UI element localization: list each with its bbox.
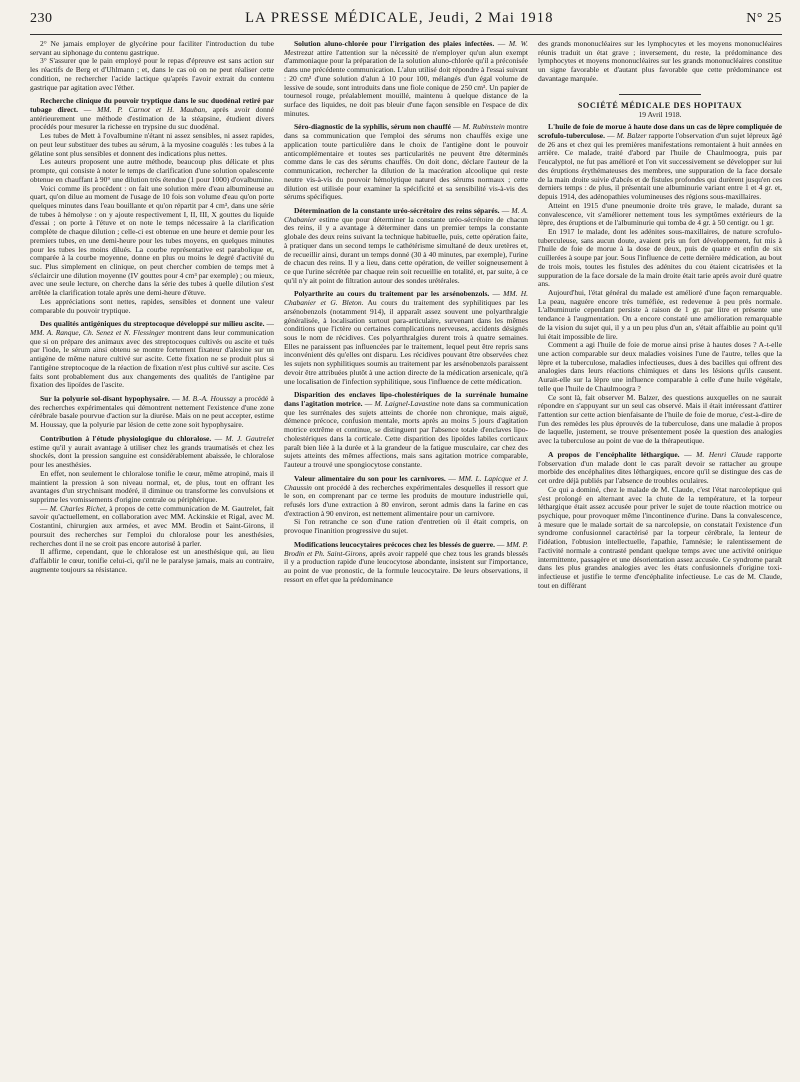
paragraph: Comment a agi l'huile de foie de morue ainsi prise à hautes doses ? A-t-elle une action comparable sur deux maladies voisines l'une de l'autre, telles que la lèpre et la tuberculose, maladies infectieuses, dues à des bacilles qui offrent des analogies dans leurs réactions chimiques et dans les lésions qu'ils causent. Aurait-elle sur la lèpre une influence comparable à celle d'une huile végétale, telle que l'huile de Chaulmoogra ? (538, 340, 782, 393)
article-title: Recherche clinique du pouvoir tryptique dans le suc duodénal retiré par tubage direct. (30, 96, 274, 115)
paragraph: Ce sont là, fait observer M. Balzer, des questions auxquelles on ne saurait répondre en s'appuyant sur un seul cas observé. Mais il était intéressant d'attirer l'attention sur cette action bienfaisante de l'huile de foie de morue, c'est-à-dire de l'un des remèdes les plus éprouvés de la tuberculose, dans une maladie à propos de laquelle, justement, se trouve présentement posée la question des analogies avec la tuberculose au point de vue de la thérapeutique. (538, 392, 782, 446)
article-text: attire l'attention sur la nécessité de n'employer qu'un alun exempt d'ammoniaque pour la préparation de la solution aluno-chlorée qu'il a préconisée dans une précédente communication. L'alun utilisé doit répondre à l'essai suivant : 20 cm³ d'une solution d'alun à 10 pour 100, mélangés d'un égal volume de lessive de soude, sont introduits dans une fiole conique de 250 cm³. Un papier de tournesol rouge, préalablement mouillé, maintenu à quelque distance de la surface des liquides, ne doit pas bleuir d'une façon sensible en l'espace de dix minutes. (284, 47, 528, 118)
section-title: SOCIÉTÉ MÉDICALE DES HOPITAUX (577, 100, 743, 110)
article-text: après avoir donné antérieurement une méthode d'estimation de la stéapsine, étudient divers procédés pour mesurer la richesse en trypsine du suc duodénal. (30, 105, 274, 132)
paragraph: Les tubes de Mett à l'ovalbumine n'étant ni assez sensibles, ni assez rapides, on peut leur substituer des tubes au sérum, à la myosine coagulés : les tubes à la gélatine sont plus sensibles et donnent des indications plus nettes. (30, 131, 274, 158)
article-authors: M. J. Gautrelet (225, 433, 274, 443)
article: Séro-diagnostic de la syphilis, sérum non chauffé — M. Rubinstein montre dans sa communication que l'emploi des sérums non chauffés exige une application toute particulière dans le choix de l'antigène dont le pouvoir anticomplémentaire et toutes ses particularités ne peuvent être déterminés comme dans le cas des sérums chauffés. On doit donc, déclare l'auteur de la communication, rechercher la dilution de la macération alcoolique qui reste neutre vis-à-vis du pouvoir hémolytique naturel des sérums normaux ; cette dilution est utilisée pour examiner la spécificité et sa sensibilité vis-à-vis des sérums spécifiques. (284, 122, 528, 202)
article: Contribution à l'étude physiologique du chloralose. — M. J. Gautrelet estime qu'il y aurait avantage à utiliser chez les grands traumatisés et chez les shockés, dont la pression sanguine est considérablement abaissée, le chloralose pour les anesthésies. (30, 433, 274, 470)
paragraph: Les auteurs proposent une autre méthode, beaucoup plus délicate et plus prompte, qui consiste à noter le temps de clarification d'une solution opalescente obtenue en chauffant à 90° une dilution très étendue (1 pour 1000) d'ovalbumine. (30, 157, 274, 184)
article: Disparition des enclaves lipo-cholestériques de la surrénale humaine dans l'agitation motrice. — M. Laignel-Lavastine note dans sa communication que les surrénales des sujets atteints de chorée non chronique, mais aiguë, démence précoce, confusion mentale, morts après au moins 5 jours d'agitation motrice extrême et continue, se distinguent par l'absence totale d'enclaves lipo-cholestériques dans la corticale. Cette disparition des lipoïdes labiles corticaux paraît bien liée à la durée et à la grandeur de la fatigue musculaire, car chez des sujets atteints des mêmes affections, mais sans agitation motrice comparable, l'auteur a trouvé une spongiocytose constante. (284, 390, 528, 470)
article-title: A propos de l'encéphalite léthargique. (548, 449, 680, 459)
paragraph: des grands mononucléaires sur les lymphocytes et les moyens mononucléaires réunis traduit un état grave ; inversement, du reste, la prédominance des lymphocytes et moyens mononucléaires sur les grands mononucléaires constitue un signe favorable et d'autant plus favorable que cette prédominance est davantage marquée. (538, 40, 782, 83)
article-title: Sur la polyurie sol-disant hypophysaire. (40, 394, 170, 404)
article-title: Valeur alimentaire du son pour les carnivores. (294, 473, 446, 483)
paragraph: Si l'on retranche ce son d'une ration d'entretien où il était compris, on provoque l'inanition progressive du sujet. (284, 517, 528, 536)
article-title: Disparition des enclaves lipo-cholestériques de la surrénale humaine dans l'agitation motrice. (284, 390, 528, 409)
column-right (538, 40, 782, 1080)
section-divider (619, 94, 702, 95)
article-authors: MM. H. Chabanier et G. Bleton. (284, 289, 528, 308)
article: Polyarthrite au cours du traitement par les arsénobenzols. — MM. H. Chabanier et G. Bleton. Au cours du traitement des syphilitiques par les arsénobenzols (notamment 914), il apparaît assez souvent une polyarthralgie généralisée, à localisation surtout para-articulaire, survenant dans les mêmes conditions que l'ictère ou certaines complications nerveuses, accidents désignés sous le nom de récidives. Ces polyarthralgies durent trois à quatre semaines. Elles ne paraissent pas influencées par le traitement, lequel peut être repris sans inconvénient dès qu'elles ont disparu. Les récidives pouvant être observées chez les sujets non syphilitiques soumis au traitement par les arsénobenzols paraissent devoir être attribuées plutôt à une action directe de la médication arsenicale, qu'à une localisation de l'infection syphilitique, sous l'influence de cette médication. (284, 289, 528, 386)
article-text: Au cours du traitement des syphilitiques par les arsénobenzols (notamment 914), il apparaît assez souvent une polyarthralgie généralisée, à localisation surtout para-articulaire, survenant dans les mêmes conditions que l'ictère ou certaines complications nerveuses, accidents désignés sous le nom de récidives. Ces polyarthralgies durent trois à quatre semaines. Elles ne paraissent pas influencées par le traitement, lequel peut être repris sans inconvénient dès qu'elles ont disparu. Les récidives pouvant être observées chez les sujets non syphilitiques soumis au traitement par les arsénobenzols paraissent devoir être attribuées plutôt à une action directe de la médication arsenicale, qu'à une localisation de l'infection syphilitique, sous l'influence de cette médication. (284, 298, 528, 386)
article-authors: M. B.-A. Houssay (182, 394, 237, 404)
article-text: après avoir rappelé que chez tous les grands blessés il y a production rapide d'une leucocytose abondante, insistent sur l'importance, au point de vue pronostic, de la formule leucocytaire. De leurs observations, il ressort en effet que la prédominance (284, 548, 528, 584)
article-text: ont procédé à des recherches expérimentales desquelles il ressort que le son, en comprenant par ce terme les produits de mouture industrielle qui, refusés lors d'une extraction à 80 environ, seront admis dans la farine en cas d'extraction à 90 environ, est nettement alimentaire pour un carnivore. (284, 482, 528, 518)
paragraph: Atteint en 1915 d'une pneumonie droite très grave, le malade, durant sa convalescence, vit s'améliorer nettement tous les symptômes extérieurs de la lèpre, des éruptions et de l'albuminurie qui tomba de 4 gr. à 50 centigr. ou 1 gr. (538, 200, 782, 228)
column-left (30, 40, 274, 1080)
article-text: rapporte l'observation d'un sujet lépreux âgé de 26 ans et chez qui les premières manifestations remontaient à huit années en arrière. Ce malade, traité d'abord par l'huile de Chaulmoogra, puis par l'eucalyptol, ne fut pas amélioré et l'on vit successivement se développer sur lui des éruptions érythémateuses des membres, une suppuration de la face dorsale de la main droite suivie d'abcès et de fistules profondes qui durèrent jusqu'en ces derniers temps : de plus, il présentait une albuminurie variant entre 1 et 4 gr. et, depuis 1914, des adénopathies volumineuses des régions sous-maxillaires. (538, 131, 782, 202)
paragraph: Il affirme, cependant, que le chloralose est un anesthésique qui, au lieu d'affaiblir le cœur, tonifie celui-ci, qu'il ne le paralyse jamais, mais au contraire, augmente toujours sa résistance. (30, 547, 274, 574)
article-authors: M. A. Chabanier (284, 205, 528, 224)
paragraph: Ce qui a dominé, chez le malade de M. Claude, c'est l'état narcoleptique qui s'est prolongé en alternant avec la chute de la température, et la torpeur léthargique était assez accusée pour priver le sujet de toute réaction motrice ou psychique, pour provoquer même l'incontinence d'urine. Dans la convalescence, à mesure que le malade sortait de sa narcolepsie, on constatait l'existence d'un syndrome confusionnel caractérisé par la torpeur cérébrale, la lenteur de l'idéation, l'obtusion intellectuelle, l'apathie, l'amnésie; le ralentissement de l'activité normale a contrasté pendant quelque temps avec une activité onirique intermittente, passagère et une désorientation assez accusée. Ce syndrome paraît dans les plus grandes analogies avec les états confusionnels d'origine toxi-infectieuse et justifie le terme d'encéphalite infectieuse. Le cas de M. Claude, tout en différant (538, 484, 782, 590)
article-authors: MM. P. Carnot et H. Mauban, (97, 105, 207, 115)
paragraph: En 1917 le malade, dont les adénites sous-maxillaires, de nature scrofulo-tuberculeuse, sans aucun doute, avaient pris un fort développement, fut mis à l'huile de foie de morue à la dose de deux, puis de quatre et enfin de six cuillerées à soupe par jour. Sous l'influence de cette dernière médication, au bout de trois mois, toutes les fistules des adénites du cou étaient cicatrisées et la suppuration de la face dorsale de la main droite était tarie après avoir duré quatre ans. (538, 226, 782, 289)
article-text: rapporte l'observation d'un malade dont le cas paraît devoir se rattacher au groupe morbide des encéphalites dites léthargiques, encore qu'il se distingue des cas de cet ordre déjà publiés par l'absence de troubles oculaires. (538, 449, 782, 486)
article-title: Séro-diagnostic de la syphilis, sérum non chauffé (294, 122, 451, 132)
article-authors: M. Rubinstein (462, 122, 505, 132)
article: Solution aluno-chlorée pour l'irrigation des plaies infectées. — M. W. Mestrezat attire l'attention sur la nécessité de n'employer qu'un alun exempt d'ammoniaque pour la préparation de la solution aluno-chlorée qu'il a préconisée dans une précédente communication. L'alun utilisé doit répondre à l'essai suivant : 20 cm³ d'une solution d'alun à 10 pour 100, mélangés d'un égal volume de lessive de soude, sont introduits dans une fiole conique de 250 cm³. Un papier de tournesol rouge, préalablement mouillé, maintenu à quelque distance de la surface des liquides, ne doit pas bleuir d'une façon sensible en l'espace de dix minutes. (284, 40, 528, 118)
article-text: note dans sa communication que les surrénales des sujets atteints de chorée non chronique, mais aiguë, démence précoce, confusion mentale, morts après au moins 5 jours d'agitation motrice extrême et continue, se distinguent par l'absence totale d'enclaves lipo-cholestériques dans la corticale. Cette disparition des lipoïdes labiles corticaux paraît bien liée à la durée et à la grandeur de la fatigue musculaire, car chez des sujets atteints des mêmes affections, mais sans agitation motrice comparable, l'auteur a trouvé une spongiocytose constante. (284, 399, 528, 470)
paragraph: Voici comme ils procèdent : on fait une solution mère d'eau albumineuse au quart, qu'on dilue au moment de l'usage de 10 fois son volume d'eau qu'on porte quelques minutes dans l'eau bouillante et qu'on répartit par 4 cm³, dans une série de tubes à hémolyse : on y ajoute respectivement I, II, III, X gouttes du liquide d'essai ; on porte à l'étuve et on note le temps nécessaire à la clarification complète de chaque dilution ; celle-ci est obtenue en une heure et demie pour les premiers tubes, en une demi-heure pour les tubes moyens, en quelques minutes pour les tubes les moins dilués. La courbe représentative est parabolique et, comparée à la courbe moyenne, donne en plus ou moins le degré d'activité du suc. Plus simplement en clinique, on peut chercher combien de temps met à s'éclaircir une dilution moyenne (IV gouttes pour 4 cm³ par exemple) ; ou mieux, avec une seule lecture, on cherche dans la série des tubes à quelle dilution s'est arrêtée la clarification totale après une demi-heure d'étuve. (30, 183, 274, 298)
article: Sur la polyurie sol-disant hypophysaire. — M. B.-A. Houssay a procédé à des recherches expérimentales qui démontrent nettement l'existence d'une zone cérébrale basale pourvue d'action sur la diurèse. Mais on ne peut accepter, estime M. Houssay, que la polyurie par lésion de cette zone soit hypophysaire. (30, 394, 274, 430)
article-authors: M. Balzer (616, 131, 647, 141)
article-title: Polyarthrite au cours du traitement par les arsénobenzols. (294, 289, 490, 299)
article-text: à propos de cette communication de M. Gautrelet, fait savoir qu'actuellement, en collaboration avec MM. Ackinskie et Rigal, avec M. Costantini, chirurgien aux armées, et avec MM. Brodin et Saint-Girons, il poursuit des recherches sur l'emploi du chloralose pour les anesthésies, recherches dont il ne se croit pas encore autorisé à parler. (30, 503, 274, 548)
article-text: montrent dans leur communication que si on prépare des animaux avec des streptocoques cultivés ou ascite et tués par l'iode, le sérum ainsi obtenu se montre fortement fixateur d'alexine sur un antigène de même nature cultivé sur ascite. Cette fixation ne se produit plus si l'antigène streptocoque de la réaction de fixation n'est plus cultivé sur ascite. Ces faits sont probablement dus aux changements des qualités de l'antigène par fixation des lipoïdes de l'ascite. (30, 328, 274, 390)
article-title: Modifications leucocytaires précoces chez les blessés de guerre. (294, 539, 495, 549)
article-title: Des qualités antigéniques du streptocoque développé sur milieu ascite. (40, 319, 265, 329)
article: Des qualités antigéniques du streptocoque développé sur milieu ascite. — MM. A. Ranque, Ch. Senez et N. Flessinger montrent dans leur communication que si on prépare des animaux avec des streptocoques cultivés ou ascite et tués par l'iode, le sérum ainsi obtenu se montre fortement fixateur d'alexine sur un antigène de même nature cultivé sur ascite. Cette fixation ne se produit plus si l'antigène streptocoque de la réaction de fixation n'est plus cultivé sur ascite. Ces faits sont probablement dus aux changements des qualités de l'antigène par fixation des lipoïdes de l'ascite. (30, 319, 274, 390)
article: Valeur alimentaire du son pour les carnivores. — MM. L. Lapicque et J. Chaussin ont procédé à des recherches expérimentales desquelles il ressort que le son, en comprenant par ce terme les produits de mouture industrielle qui, refusés lors d'une extraction à 80 environ, seront admis dans la farine en cas d'extraction à 90 environ, est nettement alimentaire pour un carnivore. (284, 473, 528, 518)
article-authors: MM. P. Brodin et Ph. Saint-Girons, (284, 539, 528, 558)
paragraph: 3° S'assurer que le pain employé pour le repas d'épreuve est sans action sur les réactifs de Berg et d'Uhlmann ; et, dans le cas où on ne peut réaliser cette condition, ne rechercher l'acide lactique qu'après l'avoir extrait du contenu gastrique par agitation avec l'éther. (30, 56, 274, 92)
article-authors: M. Laignel-Lavastine (374, 399, 440, 409)
article-text: estime qu'il y aurait avantage à utiliser chez les grands traumatisés et chez les shockés, dont la pression sanguine est considérablement abaissée, le chloralose pour les anesthésies. (30, 442, 274, 470)
article-authors: MM. A. Ranque, Ch. Senez et N. Flessinger (30, 328, 165, 337)
issue-number: N° 25 (746, 11, 782, 26)
article-authors: M. W. Mestrezat (284, 40, 528, 57)
columns (30, 40, 782, 1080)
article: Recherche clinique du pouvoir tryptique dans le suc duodénal retiré par tubage direct. — MM. P. Carnot et H. Mauban, après avoir donné antérieurement une méthode d'estimation de la stéapsine, étudient divers procédés pour mesurer la richesse en trypsine du suc duodénal. (30, 96, 274, 132)
page-number: 230 (30, 11, 53, 26)
article: L'huile de foie de morue à haute dose dans un cas de lèpre compliquée de scrofulo-tuberculose. — M. Balzer rapporte l'observation d'un sujet lépreux âgé de 26 ans et chez qui les premières manifestations remontaient à huit années en arrière. Ce malade, traité d'abord par l'huile de Chaulmoogra, puis par l'eucalyptol, ne fut pas amélioré et l'on vit successivement se développer sur lui des éruptions érythémateuses des membres, une suppuration de la face dorsale de la main droite suivie d'abcès et de fistules profondes qui durèrent jusqu'en ces derniers temps : de plus, il présentait une albuminurie variant entre 1 et 4 gr. et, depuis 1914, des adénopathies volumineuses des régions sous-maxillaires. (538, 122, 782, 202)
article-authors: MM. L. Lapicque et J. Chaussin (284, 473, 528, 492)
paragraph: — M. Charles Richet, à propos de cette communication de M. Gautrelet, fait savoir qu'actuellement, en collaboration avec MM. Ackinskie et Rigal, avec M. Costantini, chirurgien aux armées, et avec MM. Brodin et Saint-Girons, il poursuit des recherches sur l'emploi du chloralose pour les anesthésies, recherches dont il ne se croit pas encore autorisé à parler. (30, 503, 274, 548)
article-title: Solution aluno-chlorée pour l'irrigation des plaies infectées. (294, 40, 495, 48)
article: Modifications leucocytaires précoces chez les blessés de guerre. — MM. P. Brodin et Ph. Saint-Girons, après avoir rappelé que chez tous les grands blessés il y a production rapide d'une leucocytose abondante, insistent sur l'importance, au point de vue pronostic, de la formule leucocytaire. De leurs observations, il ressort en effet que la prédominance (284, 539, 528, 584)
article: Détermination de la constante uréo-sécrétoire des reins séparés. — M. A. Chabanier estime que pour déterminer la constante uréo-sécrétoire de chacun des reins, il y a avantage à déterminer dans un premier temps la constante globale des deux reins suivant la technique habituelle, puis, cette opération faite, à pratiquer dans un second temps le cathétérisme simultané de deux uretères et, de recueillir ainsi, durant un temps donné (30 à 40 minutes, par exemple), l'urine de chacun des reins. Il y a lieu, dans cette opération, de veiller soigneusement à ce que l'urine sécrétée par chaque rein soit recueillie en totalité, et, par suite, à ce qu'il n'y ait point de filtration autour des sondes urétérales. (284, 205, 528, 285)
article: A propos de l'encéphalite léthargique. — M. Henri Claude rapporte l'observation d'un malade dont le cas paraît devoir se rattacher au groupe morbide des encéphalites dites léthargiques, encore qu'il se distingue des cas de cet ordre déjà publiés par l'absence de troubles oculaires. (538, 449, 782, 486)
paragraph: Aujourd'hui, l'état général du malade est amélioré d'une façon remarquable. La peau, naguère encore très tuméfiée, est redevenue à peu près normale. L'albuminurie cependant persiste à raison de 1 gr. par litre et présente une tendance à l'augmentation. On a encore constaté une amélioration remarquable de la vision du sujet qui, il y a un peu plus d'un an, s'était affaiblie au point qu'il lui était impossible de lire. (538, 287, 782, 341)
article-text: estime que pour déterminer la constante uréo-sécrétoire de chacun des reins, il y a avantage à déterminer dans un premier temps la constante globale des deux reins suivant la technique habituelle, puis, cette opération faite, à pratiquer dans un second temps le cathétérisme simultané de deux uretères et, de recueillir ainsi, durant un temps donné (30 à 40 minutes, par exemple), l'urine de chacun des reins. Il y a lieu, dans cette opération, de veiller soigneusement à ce que l'urine sécrétée par chaque rein soit recueillie en totalité, et, par suite, à ce qu'il n'y ait point de filtration autour des sondes urétérales. (284, 214, 528, 285)
article-text: montre dans sa communication que l'emploi des sérums non chauffés exige une application toute particulière dans le choix de l'antigène dont le pouvoir anticomplémentaire et toutes ses particularités ne peuvent être déterminés comme dans le cas des sérums chauffés. On doit donc, déclare l'auteur de la communication, rechercher la dilution de la macération alcoolique qui reste neutre vis-à-vis du pouvoir hémolytique naturel des sérums normaux ; cette dilution est utilisée pour examiner la spécificité et sa sensibilité vis-à-vis des sérums spécifiques. (284, 122, 528, 202)
paragraph: En effet, non seulement le chloralose tonifie le cœur, même atropiné, mais il maintient la pression à son niveau normal, et, de plus, tout en offrant les avantages d'un strychnisant modéré, il diminue ou transforme les convulsions et supprime les vomissements d'origine centrale ou périphérique. (30, 468, 274, 504)
article-title: L'huile de foie de morue à haute dose dans un cas de lèpre compliquée de scrofulo-tuberculose. (538, 122, 782, 141)
paragraph: Les appréciations sont nettes, rapides, sensibles et donnent une valeur comparable du pouvoir tryptique. (30, 296, 274, 315)
journal-title: LA PRESSE MÉDICALE, Jeudi, 2 Mai 1918 (245, 10, 554, 26)
section-date: 19 Avril 1918. (638, 109, 682, 119)
article-text: a procédé à des recherches expérimentales qui démontrent nettement l'existence d'une zone cérébrale basale pourvue d'action sur la diurèse. Mais on ne peut accepter, estime M. Houssay, que la polyurie par lésion de cette zone soit hypophysaire. (30, 394, 274, 430)
article-authors: M. Charles Richet, (49, 503, 108, 513)
column-middle (284, 40, 528, 1080)
article-title: Détermination de la constante uréo-sécrétoire des reins séparés. (294, 205, 500, 215)
article-authors: M. Henri Claude (696, 449, 753, 459)
page-header (30, 10, 782, 35)
paragraph: 2° Ne jamais employer de glycérine pour faciliter l'introduction du tube servant au siphonage du contenu gastrique. (30, 40, 274, 57)
article-title: Contribution à l'étude physiologique du chloralose. (40, 433, 212, 443)
